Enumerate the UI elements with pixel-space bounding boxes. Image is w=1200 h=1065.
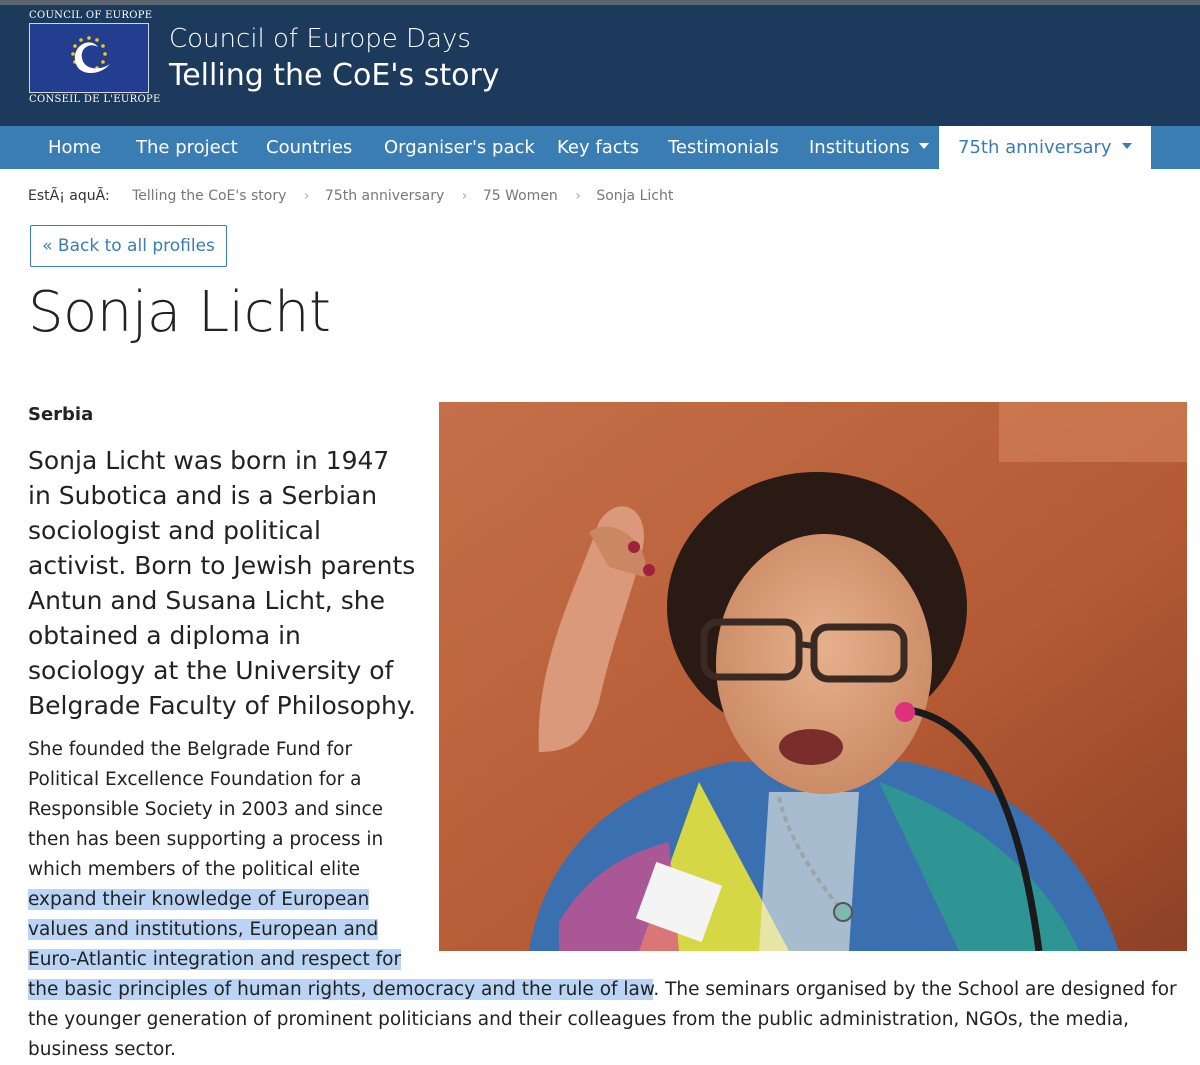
nav-item-label: Home — [48, 137, 102, 158]
site-header — [0, 0, 1200, 126]
profile-intro: Sonja Licht was born in 1947 in Subotica and is a Serbian sociologist and political activist. Born to Jewish parents Antun and Susana Licht, she obtained a diploma in sociology at the University of Belgrade Faculty of Philosophy. — [28, 446, 416, 720]
nav-item-the-project[interactable] — [136, 126, 238, 169]
caret-down-icon — [919, 143, 929, 149]
page-title: Sonja Licht — [28, 280, 331, 345]
site-subtitle[interactable]: Council of Europe Days — [169, 24, 471, 54]
council-of-europe-logo[interactable] — [29, 23, 149, 93]
nav-item-testimonials[interactable] — [668, 126, 779, 169]
site-title[interactable]: Telling the CoE's story — [169, 58, 500, 93]
browser-top-line — [0, 0, 1200, 5]
chevron-right-icon: › — [303, 188, 310, 204]
nav-item-home[interactable] — [48, 126, 101, 169]
nav-item-institutions[interactable] — [809, 126, 929, 169]
breadcrumb — [28, 188, 673, 204]
breadcrumb-item[interactable]: 75 Women — [482, 188, 558, 204]
breadcrumb-item[interactable]: 75th anniversary — [324, 188, 445, 204]
logo-text-en: COUNCIL OF EUROPE — [29, 10, 153, 21]
breadcrumb-current: Sonja Licht — [596, 188, 674, 204]
selected-text-highlight[interactable]: expand their knowledge of European values and institutions, European and Euro-Atlantic integration and respect for the basic principles of human rights, democracy and the rule of law — [28, 889, 654, 1000]
profile-photo — [439, 402, 1187, 951]
body-text-start: She founded the Belgrade Fund for Political Excellence Foundation for a Responsible Society in 2003 and since then has been supporting a process in which members of the political elite — [28, 739, 384, 880]
logo-text-fr: CONSEIL DE L'EUROPE — [29, 94, 161, 105]
main-nav — [0, 126, 1200, 169]
body-text-end: . The seminars organised by the School are designed for the younger generation of prominent politicians and their colleagues from the public administration, NGOs, the media, business sector. — [28, 979, 1177, 1060]
chevron-right-icon: › — [461, 188, 468, 204]
nav-item-label: Key facts — [557, 137, 640, 158]
profile-photo-illustration — [439, 402, 1187, 951]
nav-item-label: 75th anniversary — [958, 137, 1112, 158]
logo-emblem-icon — [30, 24, 148, 92]
nav-item-label: Countries — [266, 137, 353, 158]
nav-item-key-facts[interactable] — [557, 126, 639, 169]
nav-item-countries[interactable] — [266, 126, 352, 169]
nav-item-label: Organiser's pack — [384, 137, 535, 158]
chevron-right-icon: › — [575, 188, 581, 204]
nav-item-75th-anniversary[interactable] — [939, 126, 1151, 169]
breadcrumb-label: EstÃ¡ aquÃ: — [28, 188, 110, 204]
back-to-profiles-button[interactable]: « Back to all profiles — [30, 225, 227, 267]
nav-item-label: The project — [136, 137, 238, 158]
nav-item-label: Institutions — [809, 137, 910, 158]
profile-country: Serbia — [28, 404, 94, 425]
breadcrumb-item[interactable]: Telling the CoE's story — [132, 188, 287, 204]
caret-down-icon — [1122, 143, 1132, 149]
nav-item-organisers-pack[interactable] — [384, 126, 535, 169]
nav-item-label: Testimonials — [668, 137, 779, 158]
